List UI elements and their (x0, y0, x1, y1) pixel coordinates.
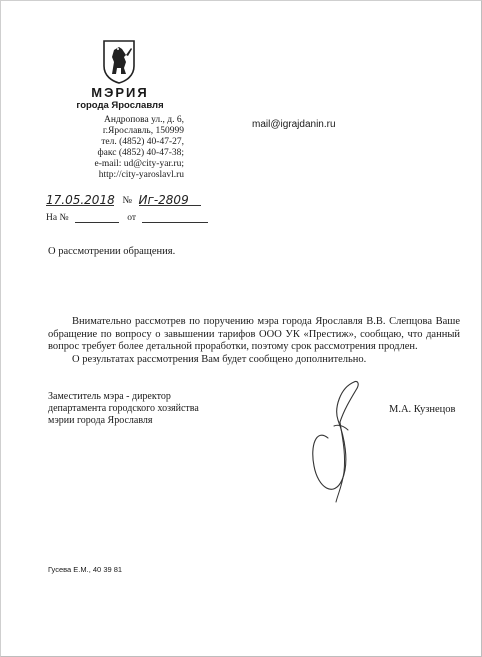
reference-line (46, 210, 208, 223)
org-title: МЭРИЯ (91, 85, 149, 100)
handwritten-signature (298, 376, 378, 504)
address-line: http://city-yaroslavl.ru (98, 170, 184, 180)
reference-number-blank (75, 210, 119, 223)
reference-number-label: На № (46, 213, 69, 223)
address-line: e-mail: ud@city-yar.ru; (94, 159, 184, 169)
body-paragraph: О результатах рассмотрения Вам будет сообщено дополнительно. (72, 353, 367, 365)
address-line: г.Ярославль, 150999 (102, 126, 184, 136)
body-paragraph: Внимательно рассмотрев по поручению мэра города Ярославля В.В. Слепцова Ваше обращение по вопросу о завышении тарифов ООО УК «Престиж», сообщаю, что данный вопрос требует более детальной проработки, поэтому срок рассмотрения продлен. (48, 316, 460, 352)
registration-line (46, 193, 201, 206)
reference-date-blank (142, 210, 208, 223)
signer-position (48, 391, 238, 427)
signer-position-line: Заместитель мэра - директор (48, 391, 171, 402)
recipient-email: mail@igrajdanin.ru (252, 119, 336, 130)
signer-name: М.А. Кузнецов (389, 404, 456, 415)
letter-body (48, 316, 460, 366)
bear-coat-of-arms-icon (102, 40, 136, 84)
registration-date: 17.05.2018 (46, 193, 115, 207)
reference-date-label: от (127, 213, 137, 223)
signer-position-line: департамента городского хозяйства (48, 403, 199, 414)
org-subtitle: города Ярославля (76, 100, 164, 111)
signer-position-line: мэрии города Ярославля (48, 415, 153, 426)
registration-number-label: № (122, 195, 133, 206)
address-line: факс (4852) 40-47-38; (97, 148, 184, 158)
org-address (60, 115, 184, 181)
address-line: Андропова ул., д. 6, (104, 115, 184, 125)
executor-note: Гусева Е.М., 40 39 81 (48, 565, 123, 574)
address-line: тел. (4852) 40-47-27, (101, 137, 184, 147)
registration-number: Иг-2809 (139, 193, 201, 206)
letter-subject: О рассмотрении обращения. (48, 246, 176, 257)
